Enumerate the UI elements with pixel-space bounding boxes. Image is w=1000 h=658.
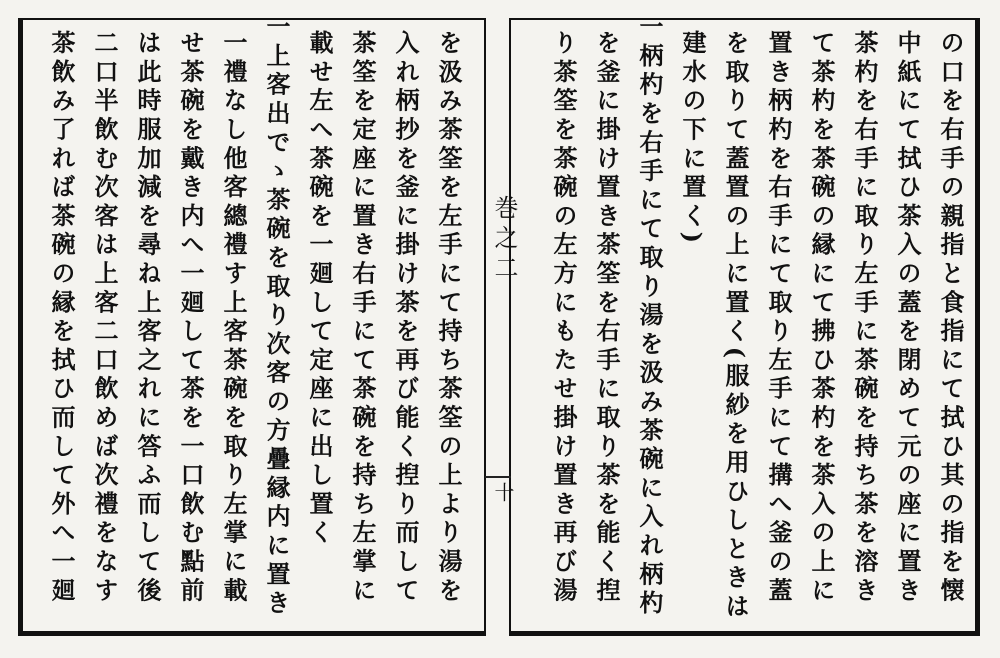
left-col-7: せ茶碗を戴き内へ一廻して茶を一口飲む點前 <box>176 30 205 606</box>
right-col-10: り茶筌を茶碗の左方にもたせ掛け置き再び湯 <box>549 30 578 606</box>
left-col-1: を汲み茶筌を左手にて持ち茶筌の上より湯を <box>434 30 463 606</box>
right-col-2: 中紙にて拭ひ茶入の蓋を閉めて元の座に置き <box>893 30 922 606</box>
right-col-3: 茶杓を右手に取り左手に茶碗を持ち茶を溶き <box>850 30 879 606</box>
right-col-9: を釜に掛け置き茶筌を右手に取り茶を能く揑 <box>592 30 621 606</box>
page-number: 十 <box>491 482 515 504</box>
right-col-7: 建水の下に置く) <box>678 30 707 248</box>
left-col-2: 入れ柄抄を釜に掛け茶を再び能く揑り而して <box>391 30 420 606</box>
right-col-4: て茶杓を茶碗の縁にて拂ひ茶杓を茶入の上に <box>807 30 836 606</box>
right-page <box>530 14 970 630</box>
left-col-9: 二口半飲む次客は上客二口飲めば次禮をなす <box>90 30 119 606</box>
left-page <box>38 14 468 630</box>
volume-label: 巻之二 <box>490 195 518 285</box>
left-col-8: は此時服加減を尋ね上客之れに答ふ而して後 <box>133 30 162 606</box>
left-col-3: 茶筌を定座に置き右手にて茶碗を持ち左掌に <box>348 30 377 606</box>
right-col-8: 一柄杓を右手にて取り湯を汲み茶碗に入れ柄杓 <box>635 14 664 619</box>
right-col-1: の口を右手の親指と食指にて拭ひ其の指を懐 <box>936 30 965 606</box>
left-col-5: 一上客出でゝ茶碗を取り次客の方疊縁内に置き <box>262 14 291 619</box>
left-col-4: 載せ左へ茶碗を一廻して定座に出し置く <box>305 30 334 549</box>
left-col-6: 一禮なし他客總禮す上客茶碗を取り左掌に載 <box>219 30 248 606</box>
left-col-10: 茶飲み了れば茶碗の縁を拭ひ而して外へ一廻 <box>47 30 76 606</box>
page-number-rule <box>485 476 511 478</box>
right-col-5: 置き柄杓を右手にて取り左手にて搆へ釜の蓋 <box>764 30 793 606</box>
right-col-6: を取りて蓋置の上に置く(服紗を用ひしときは <box>721 30 750 623</box>
